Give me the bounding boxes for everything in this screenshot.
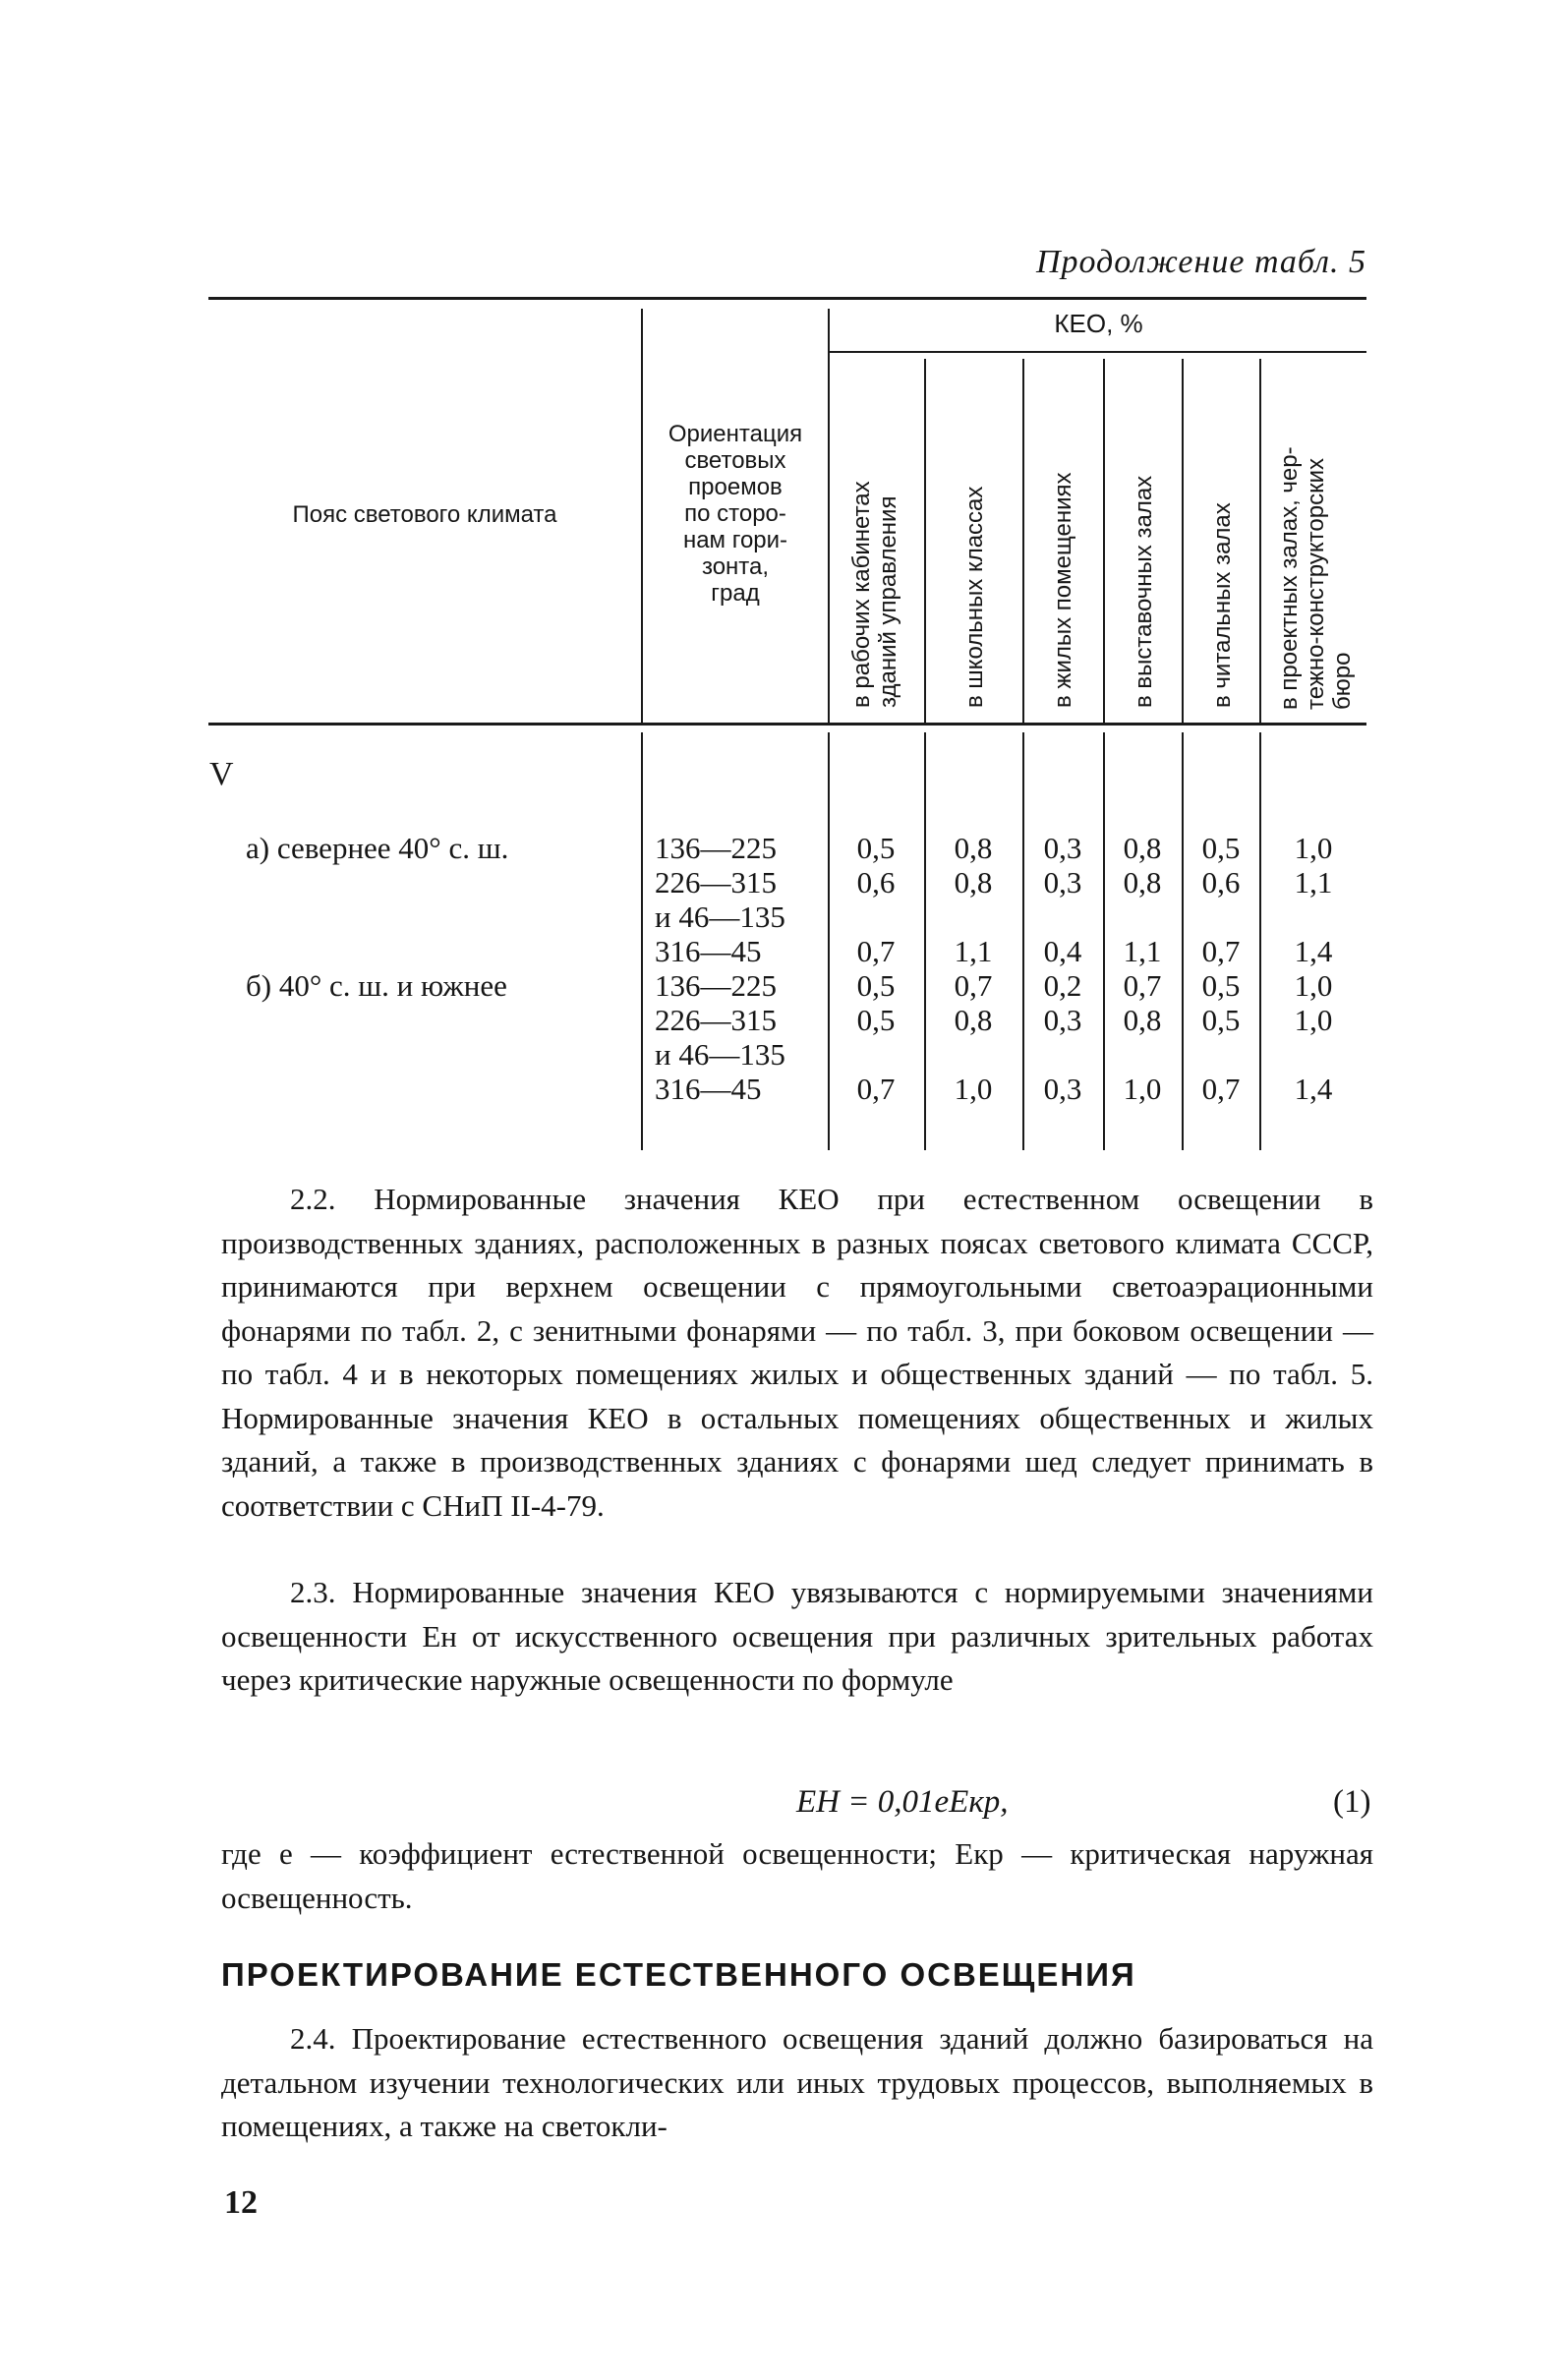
table-header-rule <box>208 723 1366 726</box>
column-divider <box>641 309 643 723</box>
keo-value-cell: 1,0 <box>954 1072 993 1106</box>
keo-subheader-rule <box>829 351 1366 353</box>
column-header-keo-reading: в читальных залах <box>1209 502 1236 708</box>
section-heading: ПРОЕКТИРОВАНИЕ ЕСТЕСТВЕННОГО ОСВЕЩЕНИЯ <box>221 1956 1136 1993</box>
column-divider <box>924 359 926 723</box>
column-header-keo-living: в жилых помещениях <box>1050 472 1076 708</box>
paragraph-2-4: 2.4. Проектирование естественного освещения зданий должно базироваться на детальном изучении технологических или иных трудовых процессов, выполняемых в помещениях, а также на светокли- <box>221 2021 1373 2143</box>
keo-value-cell: 0,3 <box>1043 831 1082 865</box>
keo-value-cell: 0,5 <box>856 1003 896 1037</box>
keo-value-cell: 0,7 <box>954 968 993 1003</box>
keo-value-cell: 0,8 <box>1123 1003 1162 1037</box>
page-number: 12 <box>224 2184 258 2221</box>
column-divider <box>1103 359 1105 723</box>
keo-value-cell: 0,8 <box>1123 865 1162 900</box>
column-header-keo-exhibition: в выставочных залах <box>1131 475 1157 708</box>
paragraph-where: где e — коэффициент естественной освещенности; Eкр — критическая наружная освещенность. <box>221 1836 1373 1915</box>
formula-number: (1) <box>1333 1784 1371 1820</box>
table-top-rule <box>208 297 1366 300</box>
keo-value-cell: 1,0 <box>1294 968 1333 1003</box>
keo-value-cell: 0,3 <box>1043 1072 1082 1106</box>
keo-value-cell: 0,7 <box>1201 934 1241 968</box>
column-divider <box>1182 359 1184 723</box>
keo-value-cell: 0,4 <box>1043 934 1082 968</box>
keo-value-cell: 1,0 <box>1123 1072 1162 1106</box>
keo-value-cell: 1,1 <box>1123 934 1162 968</box>
keo-value-cell: 1,4 <box>1294 1072 1333 1106</box>
keo-value-cell: 0,8 <box>1123 831 1162 865</box>
keo-value-cell: 0,6 <box>1201 865 1241 900</box>
subzone-a-label: а) севернее 40° с. ш. <box>246 831 509 865</box>
table-caption: Продолжение табл. 5 <box>1035 244 1366 280</box>
climate-zone-label: V <box>209 756 234 792</box>
paragraph-2-3: 2.3. Нормированные значения КЕО увязываются с нормируемыми значениями освещенности Eн от искусственного освещения при различных зрительных работах через критические наружные освещенности по формуле <box>221 1575 1373 1697</box>
column-divider <box>1259 359 1261 723</box>
keo-value-cell: 0,3 <box>1043 865 1082 900</box>
column-header-keo-offices: в рабочих кабинетах зданий управления <box>848 481 901 708</box>
keo-value-cell: 1,1 <box>954 934 993 968</box>
keo-value-cell: 0,7 <box>1123 968 1162 1003</box>
keo-value-cell: 0,2 <box>1043 968 1082 1003</box>
keo-value-cell: 0,5 <box>856 831 896 865</box>
keo-value-cell: 1,0 <box>1294 1003 1333 1037</box>
keo-value-cell: 0,6 <box>856 865 896 900</box>
keo-value-cell: 0,8 <box>954 865 993 900</box>
keo-value-cell: 1,1 <box>1294 865 1333 900</box>
keo-value-cell: 0,5 <box>1201 1003 1241 1037</box>
keo-value-cell: 0,8 <box>954 1003 993 1037</box>
column-divider <box>924 732 926 1150</box>
column-header-keo-school: в школьных классах <box>961 486 988 708</box>
column-header-zone: Пояс светового климата <box>292 501 557 528</box>
keo-value-cell: 0,3 <box>1043 1003 1082 1037</box>
keo-value-cell: 1,4 <box>1294 934 1333 968</box>
paragraph-2-2: 2.2. Нормированные значения КЕО при естественном освещении в производственных зданиях, расположенных в разных поясах светового климата СССР, принимаются при верхнем освещении с прямоугольными светоаэрационными фонарями по табл. 2, с зенитными фонарями — по табл. 3, при боковом освещении — по табл. 4 и в некоторых помещениях жилых и общественных зданий — по табл. 5. Нормированные значения КЕО в остальных помещениях общественных и жилых зданий, а также в производственных зданиях с фонарями шед следует принимать в соответствии с СНиП II-4-79. <box>221 1182 1373 1523</box>
column-header-keo-design: в проектных залах, чер- тежно-конструкторских бюро <box>1276 446 1356 710</box>
keo-value-cell: 0,7 <box>1201 1072 1241 1106</box>
keo-value-cell: 0,7 <box>856 1072 896 1106</box>
keo-value-cell: 0,7 <box>856 934 896 968</box>
keo-value-cell: 0,5 <box>1201 831 1241 865</box>
column-divider <box>1022 359 1024 723</box>
keo-header: КЕО, % <box>1054 309 1143 338</box>
keo-value-cell: 0,5 <box>1201 968 1241 1003</box>
column-header-orientation: Ориентация световых проемов по сторо- нам гори- зонта, град <box>668 421 803 607</box>
keo-value-cell: 1,0 <box>1294 831 1333 865</box>
formula: EН = 0,01eEкр, <box>796 1784 1009 1820</box>
orientation-list: 136—225 226—315 и 46—135 316—45 136—225 226—315 и 46—135 316—45 <box>655 831 785 1106</box>
keo-value-cell: 0,5 <box>856 968 896 1003</box>
keo-value-cell: 0,8 <box>954 831 993 865</box>
column-divider <box>828 732 830 1150</box>
column-divider <box>828 309 830 723</box>
subzone-b-label: б) 40° с. ш. и южнее <box>246 968 507 1003</box>
column-divider <box>641 732 643 1150</box>
